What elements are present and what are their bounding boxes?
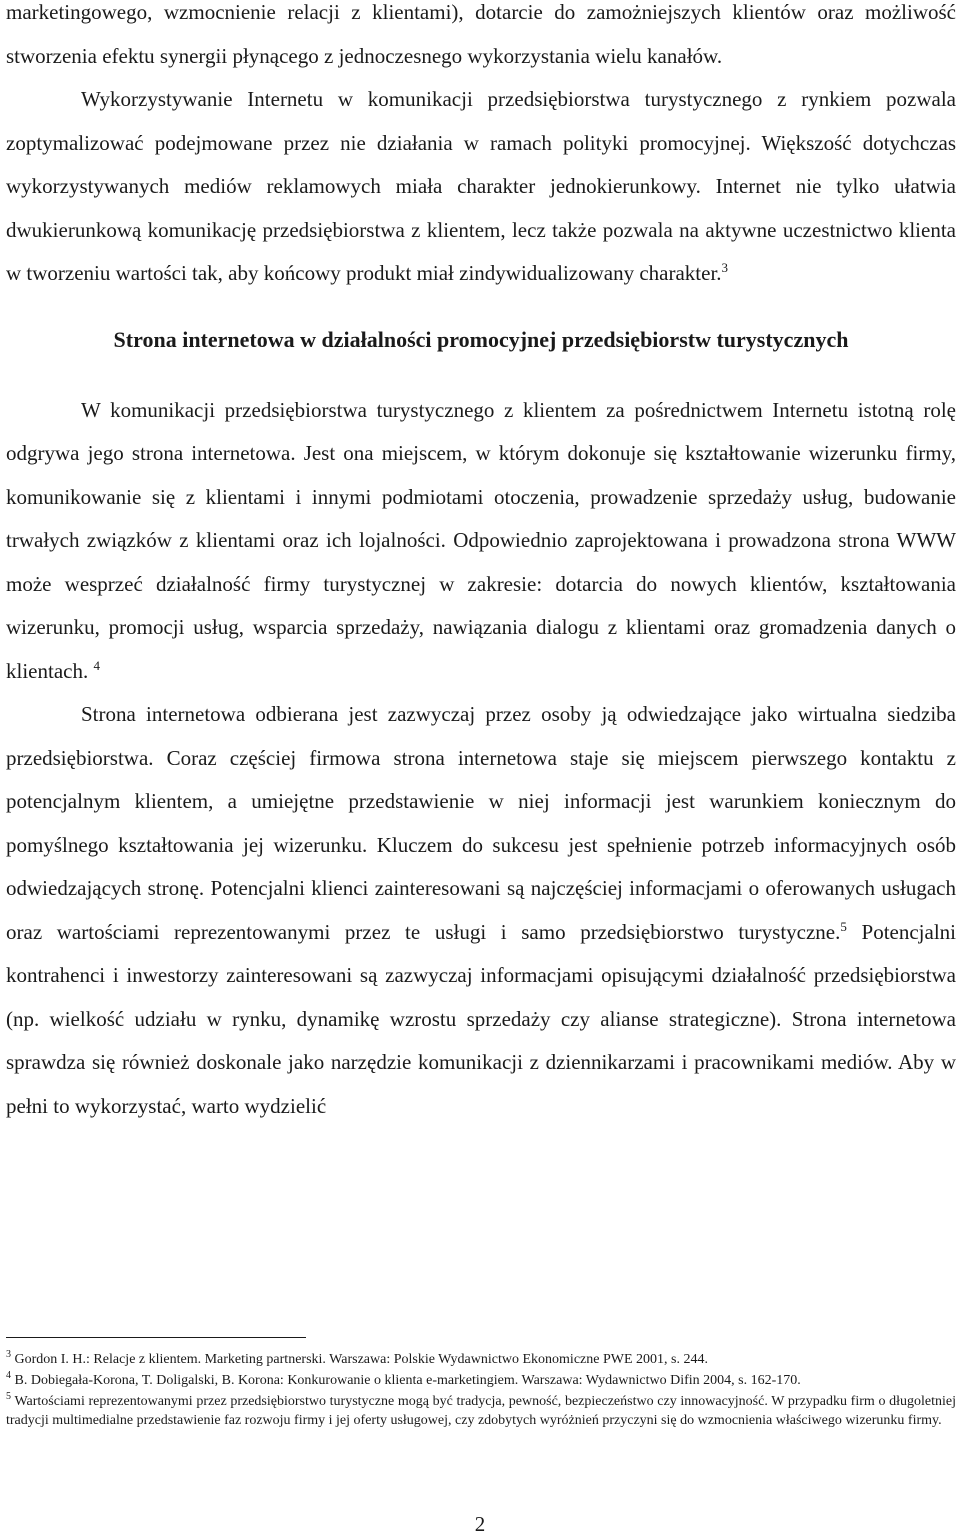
footnote-number: 5 [6, 1391, 11, 1402]
paragraph-text: marketingowego, wzmocnienie relacji z klientami), dotarcie do zamożniejszych klientów oraz możliwość stworzenia efektu synergii płynącego z jednoczesnego wykorzystania wielu kanałów. [6, 0, 956, 68]
footnote-ref-4[interactable]: 4 [93, 657, 100, 673]
paragraph-text: Potencjalni kontrahenci i inwestorzy zainteresowani są zazwyczaj informacjami opisującymi działalność przedsiębiorstwa (np. wielkość udziału w rynku, dynamikę wzrostu sprzedaży czy alianse strategiczne). Strona internetowa sprawdza się również doskonale jako narzędzie komunikacji z dziennikarzami i pracownikami mediów. Aby w pełni to wykorzystać, warto wydzielić [6, 919, 956, 1118]
footnote-text: Gordon I. H.: Relacje z klientem. Marketing partnerski. Warszawa: Polskie Wydawnictwo Ekonomiczne PWE 2001, s. 244. [14, 1352, 708, 1367]
paragraph-virtual-headquarters [6, 693, 956, 1128]
paragraph-text: Strona internetowa odbierana jest zazwyczaj przez osoby ją odwiedzające jako wirtualna siedziba przedsiębiorstwa. Coraz częściej firmowa strona internetowa staje się miejscem pierwszego kontaktu z potencjalnym klientem, a umiejętne przedstawienie w niej informacji jest warunkiem koniecznym do pomyślnego kształtowania jej wizerunku. Kluczem do sukcesu jest spełnienie potrzeb informacyjnych osób odwiedzających stronę. Potencjalni klienci zainteresowani są najczęściej informacjami o oferowanych usługach oraz wartościami reprezentowanymi przez te usługi i samo przedsiębiorstwo turystyczne. [6, 702, 956, 944]
paragraph-continuation [6, 0, 956, 78]
page-number: 2 [474, 1512, 486, 1536]
footnote-text: Wartościami reprezentowanymi przez przedsiębiorstwo turystyczne mogą być tradycja, pewność, bezpieczeństwo czy innowacyjność. W przypadku firm o długoletniej tradycji multimedialne przedstawienie faz rozwoju firmy i jej oferty usługowej, czy zdobytych wyróżnień przyczyni się do wzmocnienia właściwego wizerunku firmy. [6, 1394, 957, 1428]
footnote-5 [6, 1392, 956, 1430]
section-heading: Strona internetowa w działalności promocyjnej przedsiębiorstw turystycznych [113, 326, 849, 352]
paragraph-website-role [6, 389, 956, 694]
paragraph-internet-communication [6, 78, 956, 296]
paragraph-text: Wykorzystywanie Internetu w komunikacji przedsiębiorstwa turystycznego z rynkiem pozwala zoptymalizować podejmowane przez nie działania w ramach polityki promocyjnej. Większość dotychczas wykorzystywanych mediów reklamowych miała charakter jednokierunkowy. Internet nie tylko ułatwia dwukierunkową komunikację przedsiębiorstwa z klientem, lecz także pozwala na aktywne uczestnictwo klienta w tworzeniu wartości tak, aby końcowy produkt miał zindywidualizowany charakter. [6, 87, 956, 285]
footnote-number: 4 [6, 1370, 11, 1381]
footnote-number: 3 [6, 1349, 11, 1360]
footnote-text: B. Dobiegała-Korona, T. Doligalski, B. Korona: Konkurowanie o klienta e-marketingiem. Warszawa: Wydawnictwo Difin 2004, s. 162-170. [14, 1373, 801, 1388]
footnote-ref-5[interactable]: 5 [840, 918, 847, 934]
footnote-ref-3[interactable]: 3 [721, 260, 729, 275]
document-body [6, 0, 956, 1128]
footnote-3 [6, 1350, 956, 1369]
paragraph-text: W komunikacji przedsiębiorstwa turystycznego z klientem za pośrednictwem Internetu istotną rolę odgrywa jego strona internetowa. Jest ona miejscem, w którym dokonuje się kształtowanie wizerunku firmy, komunikowanie się z klientami i innymi podmiotami otoczenia, prowadzenie sprzedaży usług, budowanie trwałych związków z klientami oraz ich lojalności. Odpowiednio zaprojektowana i prowadzona strona WWW może wesprzeć działalność firmy turystycznej w zakresie: dotarcia do nowych klientów, kształtowania wizerunku, promocji usług, wsparcia sprzedaży, nawiązania dialogu z klientami oraz gromadzenia danych o klientach. [6, 397, 956, 683]
footnotes [6, 1350, 956, 1432]
footnote-separator [6, 1337, 306, 1338]
footnote-4 [6, 1371, 956, 1390]
